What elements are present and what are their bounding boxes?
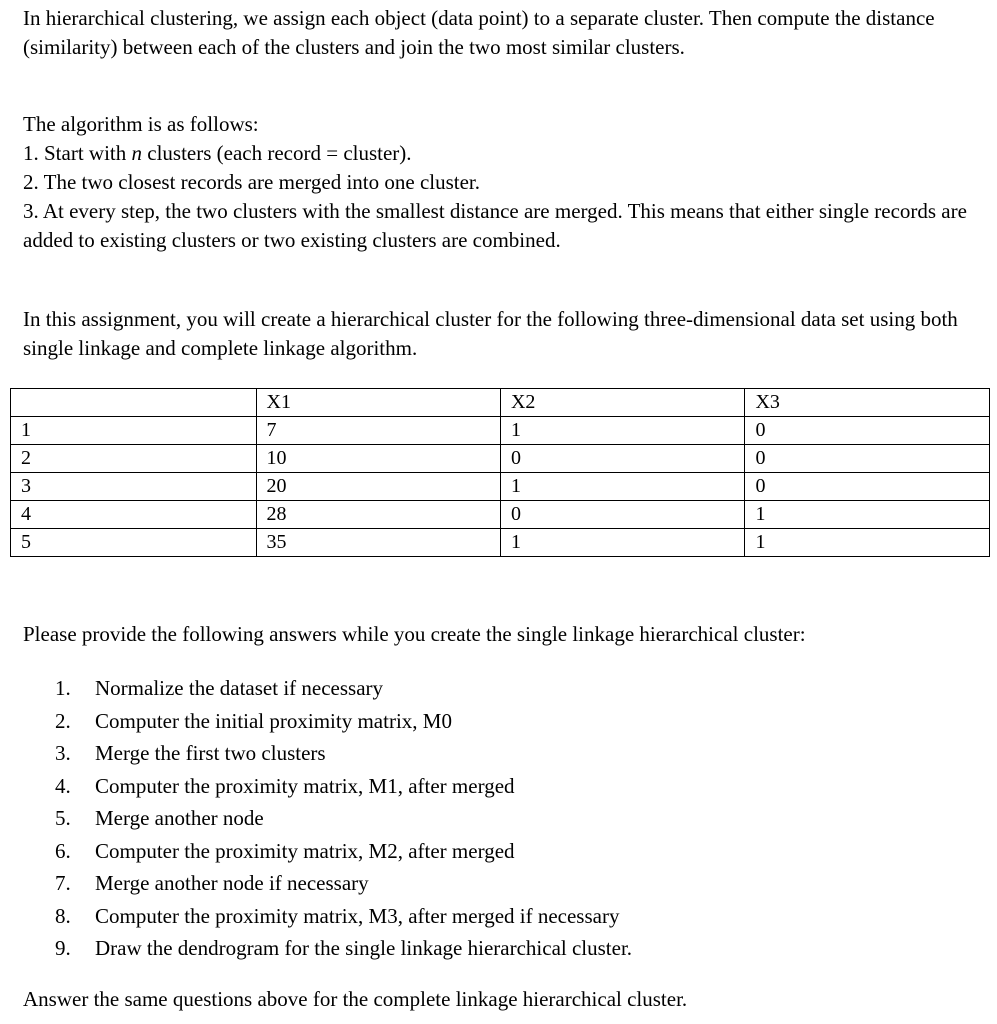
table-cell: 1 bbox=[500, 529, 744, 557]
list-item bbox=[55, 802, 632, 835]
task-text: Merge the first two clusters bbox=[95, 741, 326, 765]
table-header-cell: X1 bbox=[256, 389, 500, 417]
table-cell: 2 bbox=[11, 445, 257, 473]
table-header-row bbox=[11, 389, 990, 417]
list-item bbox=[55, 835, 632, 868]
final-paragraph: Answer the same questions above for the complete linkage hierarchical cluster. bbox=[23, 987, 688, 1011]
table-row bbox=[11, 473, 990, 501]
table-cell: 0 bbox=[745, 417, 990, 445]
list-item bbox=[55, 737, 632, 770]
table-cell: 0 bbox=[500, 445, 744, 473]
table-cell: 1 bbox=[745, 529, 990, 557]
task-text: Merge another node bbox=[95, 806, 264, 830]
task-list bbox=[55, 672, 632, 965]
list-item bbox=[55, 900, 632, 933]
table-cell: 5 bbox=[11, 529, 257, 557]
task-number: 4. bbox=[55, 773, 71, 798]
table-cell: 3 bbox=[11, 473, 257, 501]
table-row bbox=[11, 501, 990, 529]
algorithm-step-1 bbox=[23, 139, 973, 168]
table-cell: 10 bbox=[256, 445, 500, 473]
task-number: 8. bbox=[55, 903, 71, 928]
table-cell: 0 bbox=[745, 473, 990, 501]
table-cell: 0 bbox=[745, 445, 990, 473]
list-item bbox=[55, 705, 632, 738]
task-text: Computer the proximity matrix, M1, after merged bbox=[95, 773, 515, 798]
algorithm-step-2: 2. The two closest records are merged into one cluster. bbox=[23, 170, 481, 194]
task-number: 5. bbox=[55, 806, 71, 830]
table-header-cell: X2 bbox=[500, 389, 744, 417]
instructions-intro: Please provide the following answers while you create the single linkage hierarchical cluster: bbox=[23, 622, 806, 646]
algorithm-step-1-suffix: clusters (each record = cluster). bbox=[142, 141, 412, 165]
algorithm-step-3: 3. At every step, the two clusters with the smallest distance are merged. This means that either single records are added to existing clusters or two existing clusters are combined. bbox=[23, 199, 967, 252]
task-text: Computer the proximity matrix, M3, after merged if necessary bbox=[95, 903, 620, 928]
list-item bbox=[55, 770, 632, 803]
task-number: 2. bbox=[55, 708, 71, 733]
task-number: 1. bbox=[55, 676, 71, 700]
table-row bbox=[11, 445, 990, 473]
table-cell: 0 bbox=[500, 501, 744, 529]
table-row bbox=[11, 417, 990, 445]
table-cell: 35 bbox=[256, 529, 500, 557]
list-item bbox=[55, 672, 632, 705]
algorithm-heading: The algorithm is as follows: bbox=[23, 112, 259, 136]
task-number: 7. bbox=[55, 871, 71, 895]
table-cell: 28 bbox=[256, 501, 500, 529]
algorithm-section bbox=[23, 110, 973, 255]
table-cell: 20 bbox=[256, 473, 500, 501]
table-cell: 1 bbox=[500, 417, 744, 445]
list-item bbox=[55, 932, 632, 965]
table-cell: 1 bbox=[745, 501, 990, 529]
table-header-cell: X3 bbox=[745, 389, 990, 417]
task-number: 6. bbox=[55, 838, 71, 863]
algorithm-step-1-prefix: 1. Start with bbox=[23, 141, 132, 165]
task-text: Computer the initial proximity matrix, M0 bbox=[95, 708, 452, 733]
task-number: 3. bbox=[55, 741, 71, 765]
task-text: Normalize the dataset if necessary bbox=[95, 676, 384, 700]
assignment-paragraph: In this assignment, you will create a hierarchical cluster for the following three-dimensional data set using both single linkage and complete linkage algorithm. bbox=[23, 307, 958, 360]
data-table bbox=[10, 388, 990, 557]
table-cell: 4 bbox=[11, 501, 257, 529]
task-text: Draw the dendrogram for the single linkage hierarchical cluster. bbox=[95, 936, 633, 960]
task-number: 9. bbox=[55, 936, 71, 960]
task-text: Merge another node if necessary bbox=[95, 871, 369, 895]
algorithm-step-1-variable: n bbox=[131, 141, 142, 165]
list-item bbox=[55, 867, 632, 900]
table-cell: 1 bbox=[500, 473, 744, 501]
table-header-cell bbox=[11, 389, 257, 417]
table-cell: 1 bbox=[11, 417, 257, 445]
table-cell: 7 bbox=[256, 417, 500, 445]
intro-paragraph: In hierarchical clustering, we assign each object (data point) to a separate cluster. Then compute the distance (similarity) between each of the clusters and join the two most similar clusters. bbox=[23, 6, 935, 59]
task-text: Computer the proximity matrix, M2, after merged bbox=[95, 838, 515, 863]
table-row bbox=[11, 529, 990, 557]
